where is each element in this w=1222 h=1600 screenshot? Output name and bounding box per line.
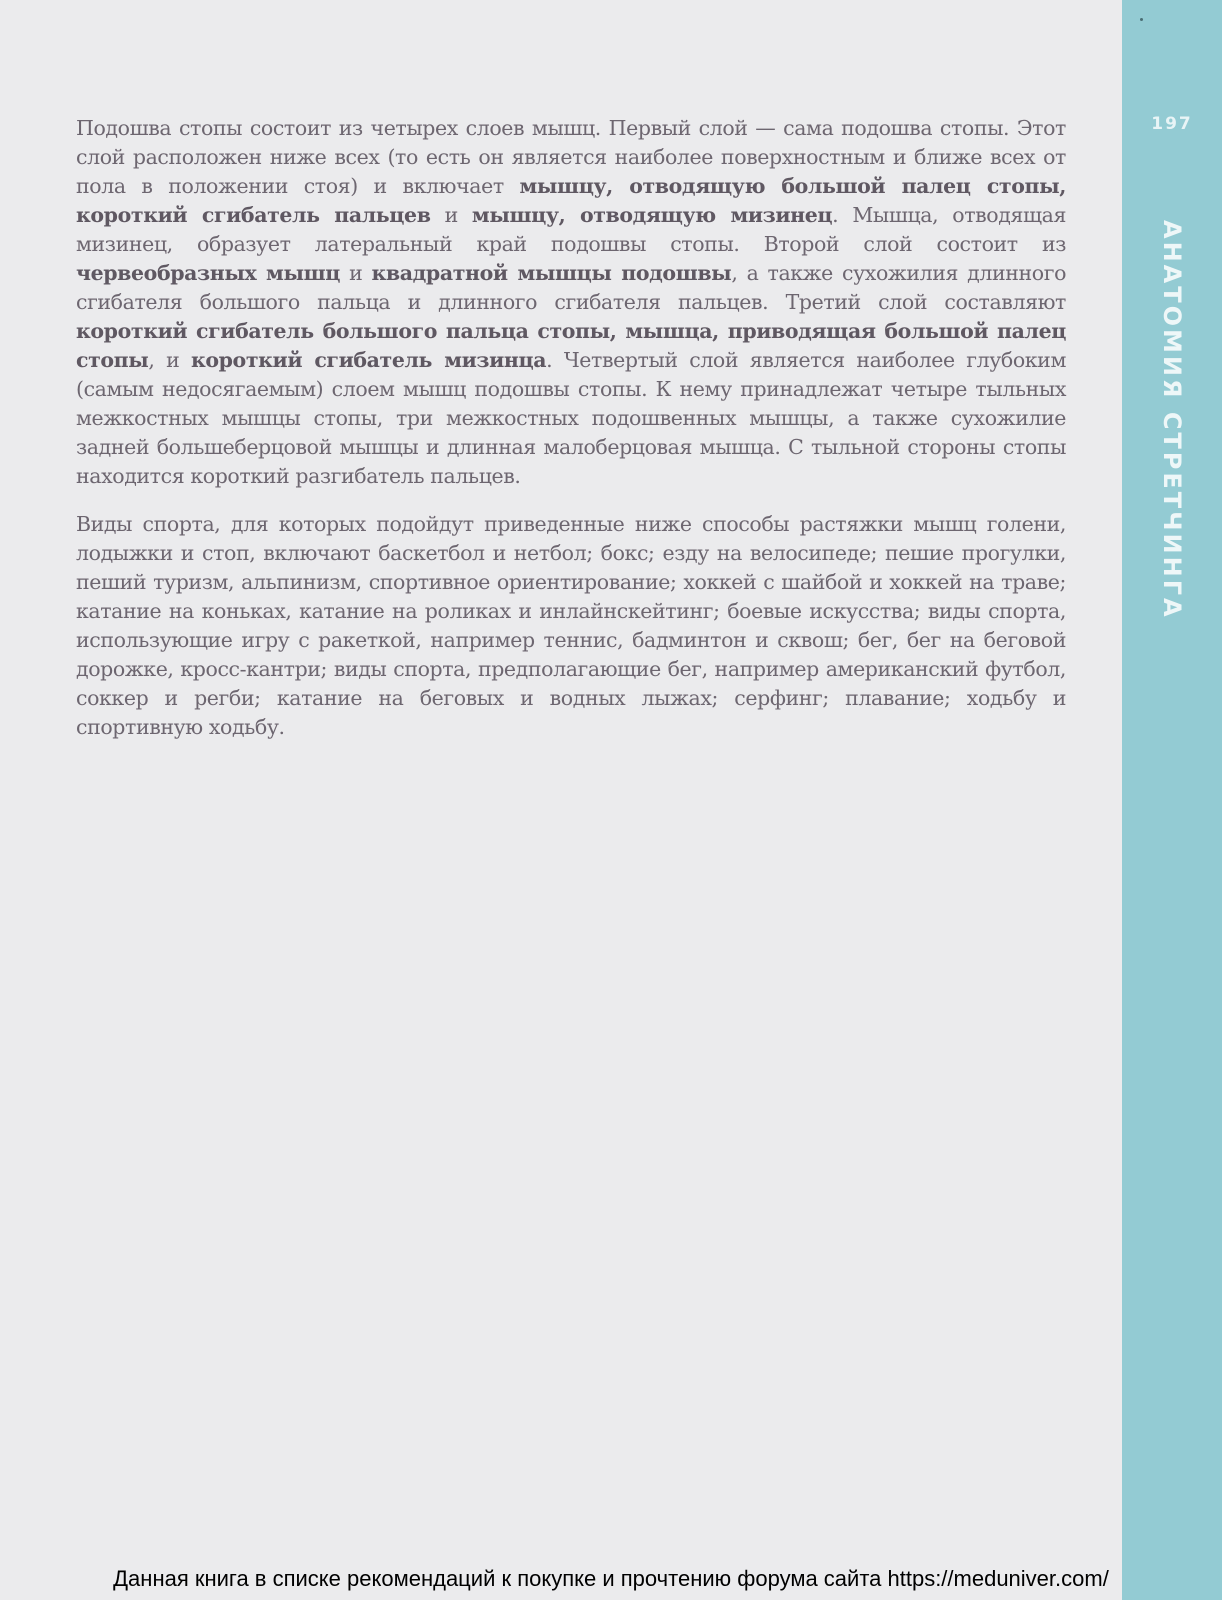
- footer-watermark-note: Данная книга в списке рекомендаций к покупке и прочтению форума сайта https://meduniver.com/: [113, 1566, 1109, 1591]
- paragraph-foot-muscle-layers: [76, 114, 1066, 491]
- text-run: . Мышца, отводящая мизинец, образует латеральный край подошвы стопы. Второй слой состоит из: [76, 203, 1066, 256]
- text-run: и: [430, 203, 472, 227]
- chapter-side-tab: [1122, 0, 1222, 1600]
- page-number: 197: [1151, 114, 1193, 134]
- bold-term: короткий сгибатель мизинца: [190, 348, 547, 372]
- scan-speck: [1140, 18, 1143, 21]
- text-run: , а также сухожилия длинного сгибателя большого пальца и длинного сгибателя пальцев. Третий слой составляют: [76, 261, 1067, 314]
- section-title: АНАТОМИЯ СТРЕТЧИНГА: [1158, 220, 1186, 620]
- bold-term: мышцу, отводящую большой палец стопы, короткий сгибатель пальцев: [76, 174, 1066, 227]
- text-run: Подошва стопы состоит из четырех слоев мышц. Первый слой — сама подошва стопы. Этот слой расположен ниже всех (то есть он является наиболее поверхностным и ближе всех от пола в положении стоя) и включает: [76, 116, 1066, 198]
- paragraph-sports-list: Виды спорта, для которых подойдут приведенные ниже способы растяжки мышц голени, лодыжки и стоп, включают баскетбол и нетбол; бокс; езду на велосипеде; пешие прогулки, пеший туризм, альпинизм, спортивное ориентирование; хоккей с шайбой и хоккей на траве; катание на коньках, катание на роликах и инлайнскейтинг; боевые искусства; виды спорта, использующие игру с ракеткой, например теннис, бадминтон и сквош; бег, бег на беговой дорожке, кросс-кантри; виды спорта, предполагающие бег, например американский футбол, соккер и регби; катание на беговых и водных лыжах; серфинг; плавание; ходьбу и спортивную ходьбу.: [76, 512, 1066, 739]
- text-run: . Четвертый слой является наиболее глубоким (самым недосягаемым) слоем мышц подошвы стопы. К нему принадлежат четыре тыльных межкостных мышцы стопы, три межкостных подошвенных мышцы, а также сухожилие задней большеберцовой мышцы и длинная малоберцовая мышца. С тыльной стороны стопы находится короткий разгибатель пальцев.: [76, 348, 1066, 488]
- bold-term: короткий сгибатель большого пальца стопы, мышца, приводящая большой палец стопы: [76, 319, 1066, 372]
- bold-term: квадратной мышцы подошвы: [371, 261, 732, 285]
- page-body: [76, 114, 1066, 761]
- text-run: и: [339, 261, 372, 285]
- bold-term: мышцу, отводящую мизинец: [471, 203, 833, 227]
- text-run: , и: [148, 348, 191, 372]
- bold-term: червеобразных мышц: [76, 261, 340, 285]
